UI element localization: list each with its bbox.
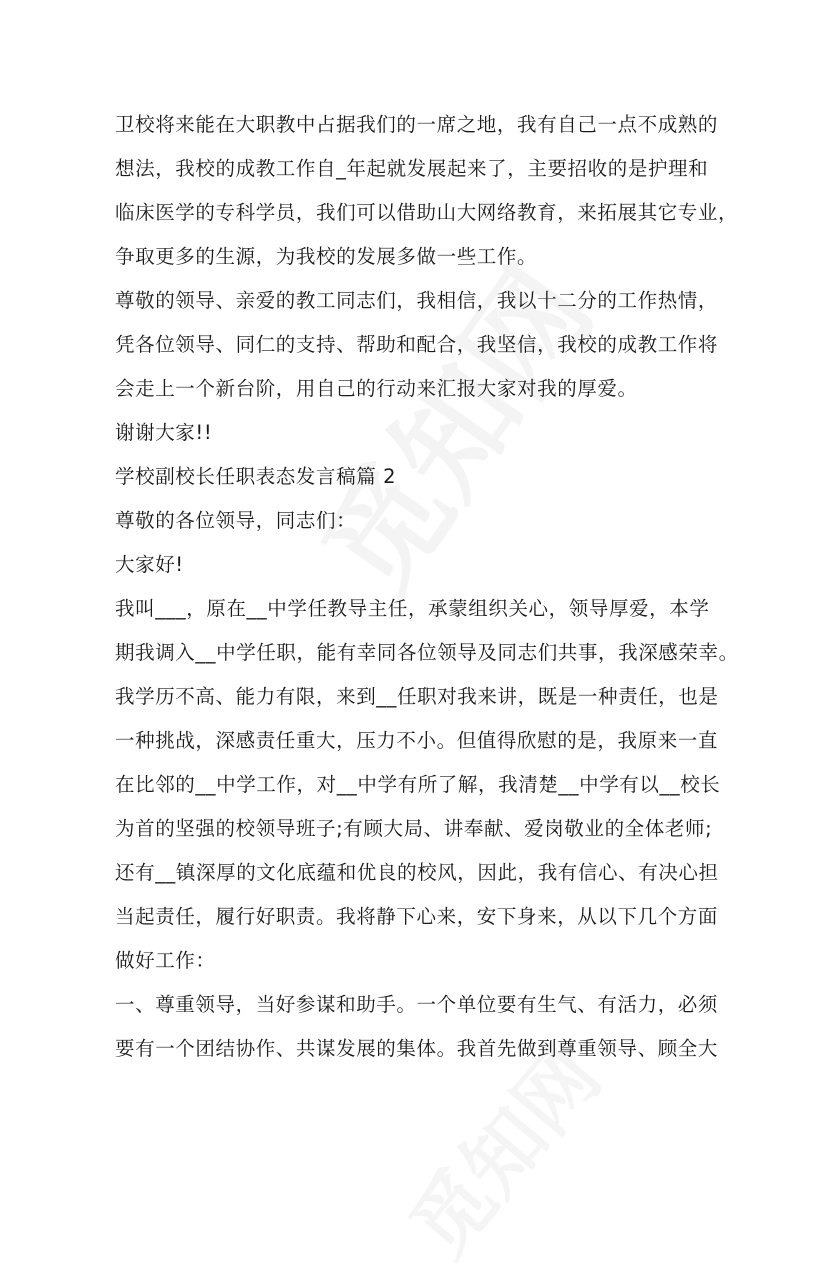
text-line: 争取更多的生源，为我校的发展多做一些工作。 xyxy=(115,245,538,268)
text-line: 尊敬的各位领导，同志们： xyxy=(115,509,357,532)
text-line: 谢谢大家!! xyxy=(115,421,213,444)
text-line: 想法，我校的成教工作自_年起就发展起来了，主要招收的是护理和 xyxy=(115,157,709,180)
text-line: 期我调入__中学任职，能有幸同各位领导及同志们共事，我深感荣幸。 xyxy=(115,641,739,664)
text-line: 卫校将来能在大职教中占据我们的一席之地，我有自己一点不成熟的 xyxy=(115,113,719,136)
text-line: 为首的坚强的校领导班子;有顾大局、讲奉献、爱岗敬业的全体老师; xyxy=(115,817,713,840)
text-line: 做好工作： xyxy=(115,949,216,972)
text-line: 学校副校长任职表态发言稿篇 2 xyxy=(115,465,397,488)
text-line: 尊敬的领导、亲爱的教工同志们，我相信，我以十二分的工作热情， xyxy=(115,289,719,312)
text-line: 一种挑战，深感责任重大，压力不小。但值得欣慰的是，我原来一直 xyxy=(115,729,719,752)
text-line: 在比邻的__中学工作，对__中学有所了解，我清楚__中学有以__校长 xyxy=(115,773,721,796)
text-line: 要有一个团结协作、共谋发展的集体。我首先做到尊重领导、顾全大 xyxy=(115,1037,719,1060)
text-line: 会走上一个新台阶，用自己的行动来汇报大家对我的厚爱。 xyxy=(115,377,638,400)
text-line: 还有__镇深厚的文化底蕴和优良的校风，因此，我有信心、有决心担 xyxy=(115,861,719,884)
text-line: 我学历不高、能力有限，来到__任职对我来讲，既是一种责任，也是 xyxy=(115,685,719,708)
text-line: 临床医学的专科学员，我们可以借助山大网络教育，来拓展其它专业， xyxy=(115,201,739,224)
text-line: 当起责任，履行好职责。我将静下心来，安下身来，从以下几个方面 xyxy=(115,905,719,928)
document-body xyxy=(115,108,739,1076)
text-line: 一、尊重领导，当好参谋和助手。一个单位要有生气、有活力，必须 xyxy=(115,993,719,1016)
text-line: 凭各位领导、同仁的支持、帮助和配合，我坚信，我校的成教工作将 xyxy=(115,333,719,356)
text-line: 我叫___，原在__中学任教导主任，承蒙组织关心，领导厚爱，本学 xyxy=(115,597,710,620)
text-line: 大家好! xyxy=(115,553,184,576)
